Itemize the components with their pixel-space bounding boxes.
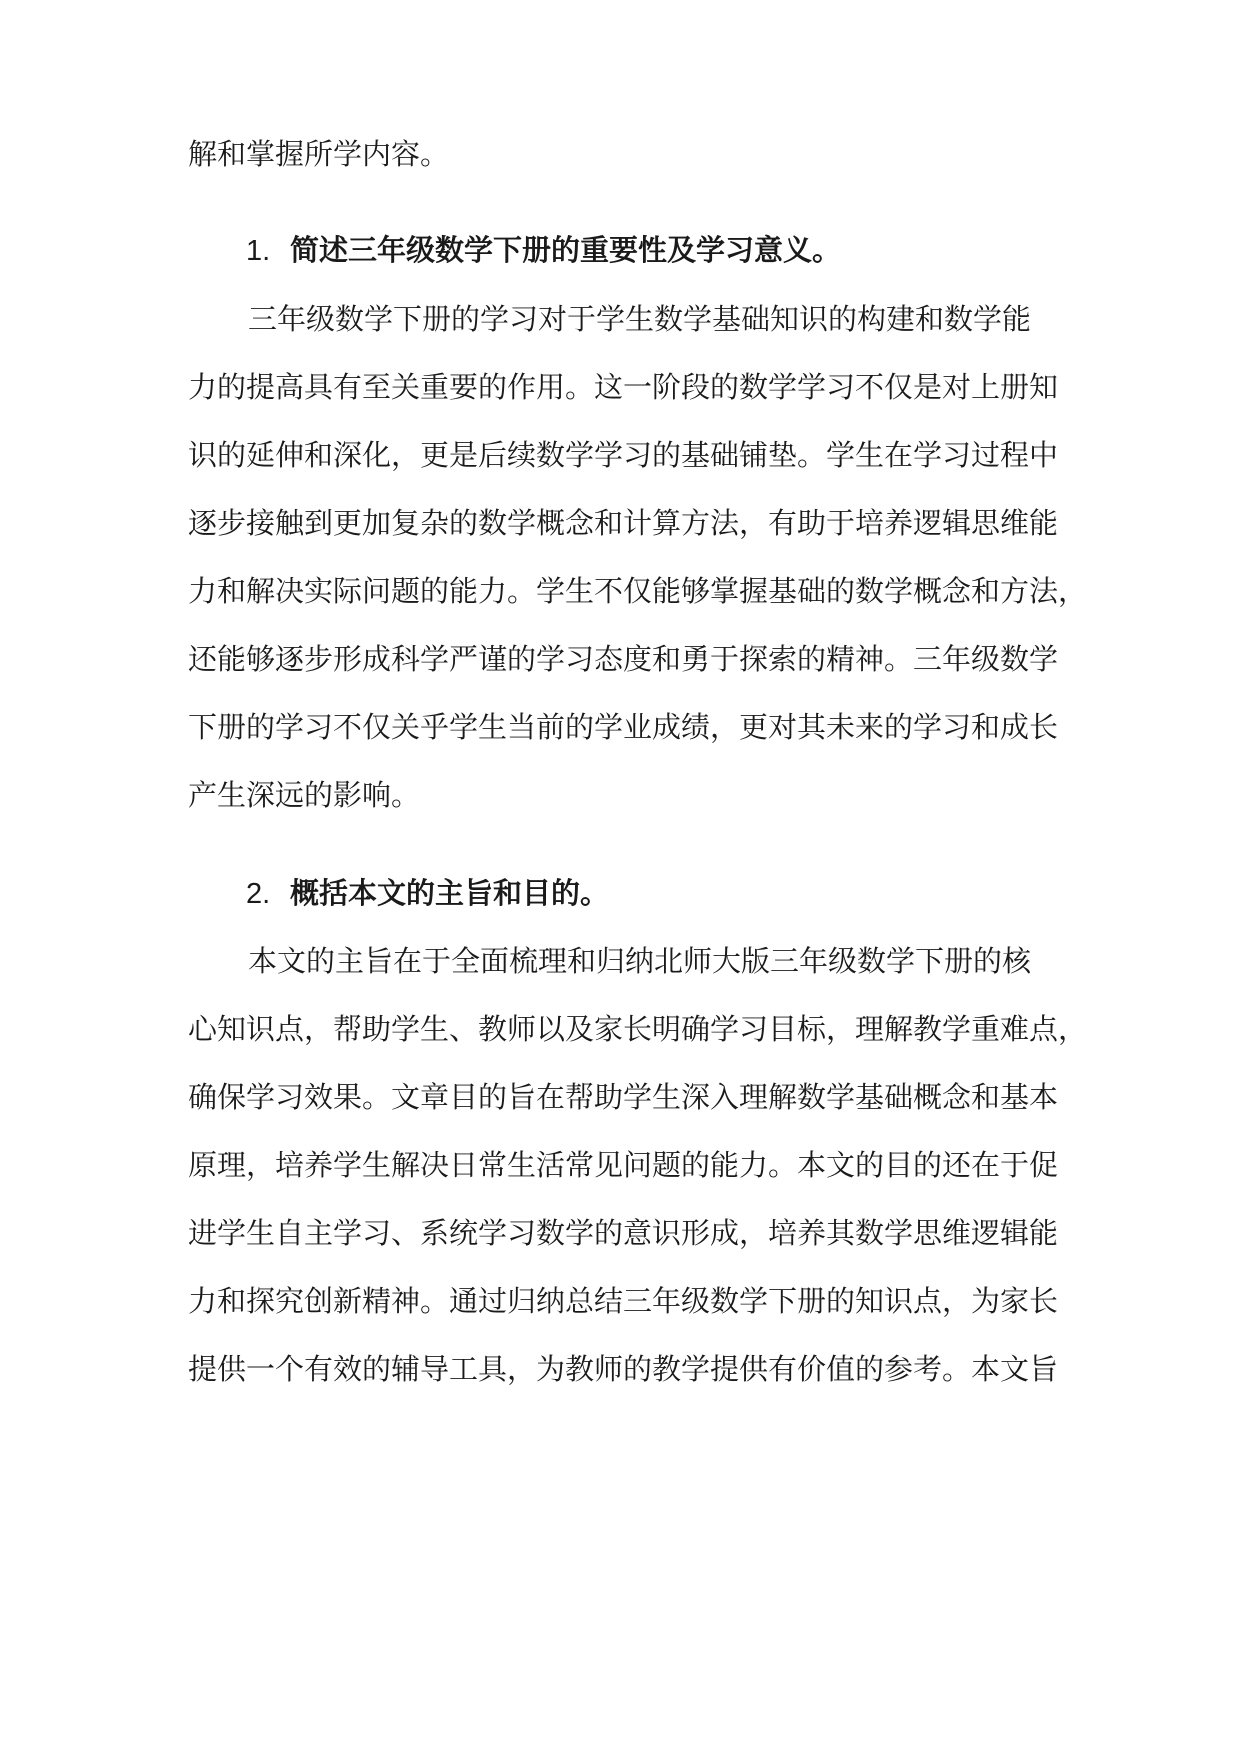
paragraph-line: 提供一个有效的辅导工具，为教师的教学提供有价值的参考。本文旨 xyxy=(188,1352,1059,1386)
paragraph-line: 解和掌握所学内容。 xyxy=(188,137,450,171)
paragraph-line: 识的延伸和深化，更是后续数学学习的基础铺垫。学生在学习过程中 xyxy=(188,438,1059,472)
paragraph-line: 力和探究创新精神。通过归纳总结三年级数学下册的知识点，为家长 xyxy=(188,1284,1059,1318)
paragraph-line: 三年级数学下册的学习对于学生数学基础知识的构建和数学能 xyxy=(248,302,1032,336)
section-title: 简述三年级数学下册的重要性及学习意义。 xyxy=(290,233,842,267)
paragraph-line: 力和解决实际问题的能力。学生不仅能够掌握基础的数学概念和方法， xyxy=(188,574,1088,608)
section-number: 2. xyxy=(246,878,271,910)
section-title: 概括本文的主旨和目的。 xyxy=(290,876,610,910)
paragraph-line: 力的提高具有至关重要的作用。这一阶段的数学学习不仅是对上册知 xyxy=(188,370,1059,404)
section-heading-2 xyxy=(246,873,1058,914)
paragraph-line: 产生深远的影响。 xyxy=(188,778,421,812)
section-number: 1. xyxy=(246,235,271,267)
paragraph-line: 下册的学习不仅关乎学生当前的学业成绩，更对其未来的学习和成长 xyxy=(188,710,1059,744)
section-heading-1 xyxy=(246,230,1058,271)
paragraph-line: 心知识点，帮助学生、教师以及家长明确学习目标，理解教学重难点， xyxy=(188,1012,1088,1046)
paragraph-line: 还能够逐步形成科学严谨的学习态度和勇于探索的精神。三年级数学 xyxy=(188,642,1059,676)
paragraph-line: 确保学习效果。文章目的旨在帮助学生深入理解数学基础概念和基本 xyxy=(188,1080,1059,1114)
paragraph-line: 原理，培养学生解决日常生活常见问题的能力。本文的目的还在于促 xyxy=(188,1148,1059,1182)
paragraph-line: 本文的主旨在于全面梳理和归纳北师大版三年级数学下册的核 xyxy=(248,944,1032,978)
paragraph-line: 进学生自主学习、系统学习数学的意识形成，培养其数学思维逻辑能 xyxy=(188,1216,1059,1250)
paragraph-line: 逐步接触到更加复杂的数学概念和计算方法，有助于培养逻辑思维能 xyxy=(188,506,1059,540)
